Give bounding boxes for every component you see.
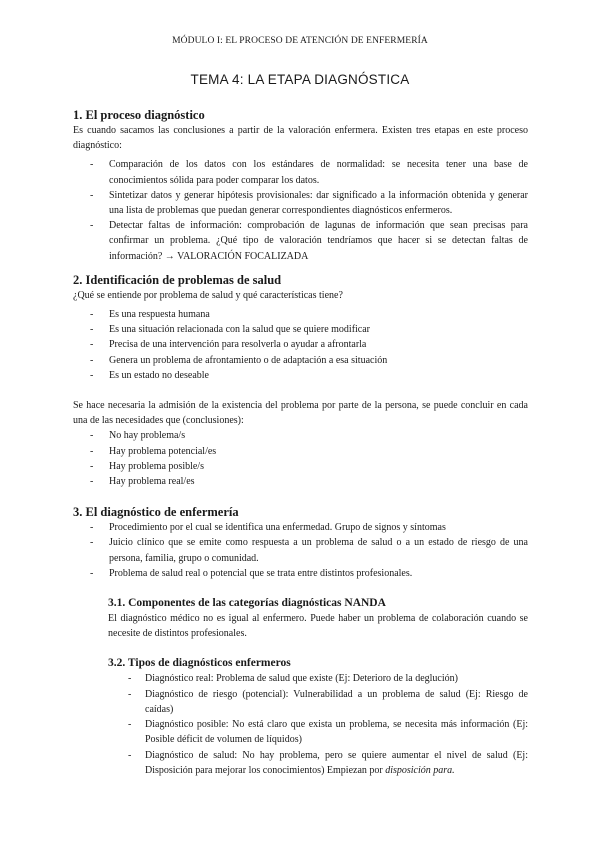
list-item: - Detectar faltas de información: comprobación de lagunas de información que sean precisas para confirmar un problema. ¿Qué tipo de valoración tendríamos que hacer si se detectan faltas de información? → VALORACIÓN FOCALIZADA	[90, 220, 528, 262]
list-item: - Es una situación relacionada con la salud que se quiere modificar	[90, 324, 371, 336]
list-item: - No hay problema/s	[90, 430, 186, 442]
section-2-question: ¿Qué se entiende por problema de salud y qué características tiene?	[73, 289, 343, 301]
section-1-intro: Es cuando sacamos las conclusiones a partir de la valoración enfermera. Existen tres etapas en este proceso diagnóstico:	[73, 125, 528, 152]
list-item: - Hay problema posible/s	[90, 460, 204, 472]
section-2-paragraph: Se hace necesaria la admisión de la existencia del problema por parte de la persona, se puede concluir en cada una de las necesidades que (conclusiones):	[73, 400, 528, 427]
section-2-conclusions-list	[73, 428, 528, 489]
list-item: - Es un estado no deseable	[90, 369, 209, 381]
subsection-3-2-list	[108, 671, 528, 777]
document-body	[73, 107, 528, 778]
list-item: - Genera un problema de afrontamiento o de adaptación a esa situación	[90, 354, 388, 366]
subsection-3-1	[108, 596, 528, 641]
subsection-3-1-paragraph: El diagnóstico médico no es igual al enfermero. Puede haber un problema de colaboración cuando se necesite de distintos profesionales.	[108, 613, 528, 640]
section-1-heading: 1. El proceso diagnóstico	[73, 108, 205, 122]
list-item: - Diagnóstico real: Problema de salud que existe (Ej: Deterioro de la deglución)	[128, 673, 458, 685]
section-1-list	[73, 157, 528, 263]
list-item: - Diagnóstico de riesgo (potencial): Vulnerabilidad a un problema de salud (Ej: Riesgo de caídas)	[128, 688, 528, 715]
list-item: - Comparación de los datos con los estándares de normalidad: se necesita tener una base de conocimientos sólida para poder comparar los datos.	[90, 159, 528, 186]
list-item: - Juicio clínico que se emite como respuesta a un problema de salud o a un estado de riesgo de una persona, familia, grupo o comunidad.	[90, 537, 528, 564]
list-item: - Problema de salud real o potencial que se trata entre distintos profesionales.	[90, 567, 413, 579]
subsection-3-2-heading: 3.2. Tipos de diagnósticos enfermeros	[108, 657, 291, 670]
section-3-list	[73, 520, 528, 581]
list-item: - Diagnóstico posible: No está claro que exista un problema, se necesita más información (Ej: Posible déficit de volumen de líquidos)	[128, 719, 528, 746]
list-item: - Hay problema potencial/es	[90, 445, 217, 457]
list-item: - Es una respuesta humana	[90, 309, 210, 321]
list-item: - Diagnóstico de salud: No hay problema, pero se quiere aumentar el nivel de salud (Ej: Disposición para mejorar los conocimientos) Empiezan por disposición para.	[128, 749, 528, 776]
page-title: TEMA 4: LA ETAPA DIAGNÓSTICA	[190, 72, 410, 87]
section-2-list	[73, 307, 528, 383]
section-3-heading: 3. El diagnóstico de enfermería	[73, 505, 239, 520]
section-2-heading: 2. Identificación de problemas de salud	[73, 272, 282, 287]
list-item: - Hay problema real/es	[90, 476, 195, 488]
subsection-3-2	[108, 656, 528, 777]
emphasis-text: disposición para.	[385, 764, 455, 776]
subsection-3-1-heading: 3.1. Componentes de las categorías diagnósticas NANDA	[108, 597, 386, 610]
list-item: - Procedimiento por el cual se identifica una enfermedad. Grupo de signos y síntomas	[90, 522, 446, 534]
running-header: MÓDULO I: EL PROCESO DE ATENCIÓN DE ENFERMERÍA	[172, 36, 428, 46]
list-item: - Sintetizar datos y generar hipótesis provisionales: dar significado a la información obtenida y generar una lista de problemas que puedan generar correspondientes diagnósticos enfermeros.	[90, 189, 528, 217]
list-item: - Precisa de una intervención para resolverla o ayudar a afrontarla	[90, 339, 367, 351]
